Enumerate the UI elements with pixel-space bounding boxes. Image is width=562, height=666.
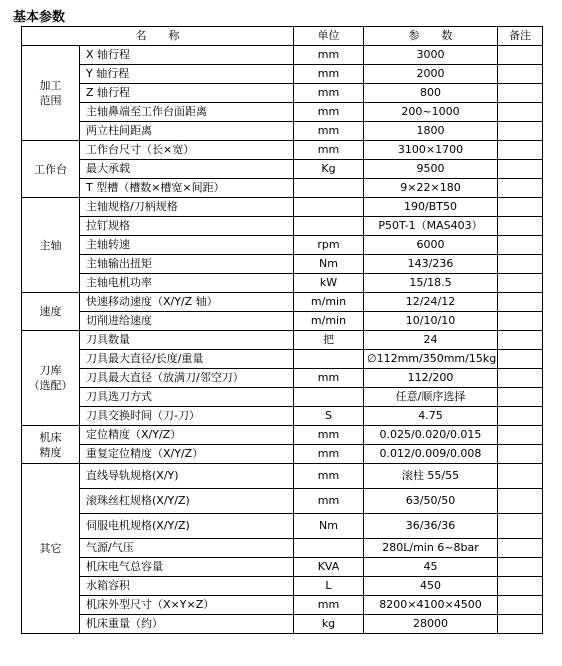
unit-cell: mm	[294, 122, 364, 141]
value-cell: 0.012/0.009/0.008	[364, 445, 498, 464]
param-name-cell: 刀具交换时间（刀-刀）	[80, 407, 294, 426]
unit-cell	[294, 217, 364, 236]
unit-cell: mm	[294, 369, 364, 388]
param-name-cell: 两立柱间距离	[80, 122, 294, 141]
unit-cell: 把	[294, 331, 364, 350]
value-cell: 3100×1700	[364, 141, 498, 160]
page-title: 基本参数	[13, 10, 66, 25]
table-row	[22, 331, 543, 350]
unit-cell: kg	[294, 615, 364, 634]
param-name-cell: 伺服电机规格(X/Y/Z)	[80, 514, 294, 539]
category-cell: 其它	[22, 464, 80, 634]
header-remark: 备注	[498, 27, 543, 46]
value-cell: 45	[364, 558, 498, 577]
table-row	[22, 539, 543, 558]
value-cell: 190/BT50	[364, 198, 498, 217]
unit-cell: mm	[294, 596, 364, 615]
header-value: 参 数	[364, 27, 498, 46]
table-row	[22, 577, 543, 596]
table-row	[22, 615, 543, 634]
unit-cell: mm	[294, 464, 364, 489]
parameter-table	[21, 26, 543, 634]
remark-cell	[498, 464, 543, 489]
remark-cell	[498, 369, 543, 388]
category-cell: 机床 精度	[22, 426, 80, 464]
unit-cell	[294, 539, 364, 558]
param-name-cell: 刀具最大直径（放满刀/邻空刀）	[80, 369, 294, 388]
value-cell: 10/10/10	[364, 312, 498, 331]
unit-cell: mm	[294, 103, 364, 122]
remark-cell	[498, 539, 543, 558]
remark-cell	[498, 596, 543, 615]
unit-cell: Nm	[294, 255, 364, 274]
table-row	[22, 558, 543, 577]
value-cell: 3000	[364, 46, 498, 65]
remark-cell	[498, 514, 543, 539]
value-cell: 1800	[364, 122, 498, 141]
table-row	[22, 274, 543, 293]
remark-cell	[498, 274, 543, 293]
remark-cell	[498, 179, 543, 198]
unit-cell: Nm	[294, 514, 364, 539]
remark-cell	[498, 577, 543, 596]
param-name-cell: 拉钉规格	[80, 217, 294, 236]
table-row	[22, 293, 543, 312]
param-name-cell: 刀具选刀方式	[80, 388, 294, 407]
table-row	[22, 489, 543, 514]
param-name-cell: 切削进给速度	[80, 312, 294, 331]
category-cell: 主轴	[22, 198, 80, 293]
value-cell: 28000	[364, 615, 498, 634]
header-name: 名 称	[22, 27, 294, 46]
value-cell: 280L/min 6~8bar	[364, 539, 498, 558]
table-row	[22, 122, 543, 141]
table-row	[22, 464, 543, 489]
param-name-cell: 机床重量（约）	[80, 615, 294, 634]
value-cell: 8200×4100×4500	[364, 596, 498, 615]
remark-cell	[498, 141, 543, 160]
value-cell: 24	[364, 331, 498, 350]
table-row	[22, 596, 543, 615]
value-cell: 6000	[364, 236, 498, 255]
value-cell: 9×22×180	[364, 179, 498, 198]
unit-cell: mm	[294, 84, 364, 103]
unit-cell: KVA	[294, 558, 364, 577]
unit-cell: m/min	[294, 312, 364, 331]
param-name-cell: 主轴转速	[80, 236, 294, 255]
category-cell: 刀库 （选配）	[22, 331, 80, 426]
unit-cell: mm	[294, 489, 364, 514]
param-name-cell: 滚珠丝杠规格(X/Y/Z)	[80, 489, 294, 514]
remark-cell	[498, 65, 543, 84]
table-row	[22, 65, 543, 84]
param-name-cell: 机床电气总容量	[80, 558, 294, 577]
unit-cell: rpm	[294, 236, 364, 255]
category-cell: 工作台	[22, 141, 80, 198]
unit-cell: mm	[294, 65, 364, 84]
table-row	[22, 217, 543, 236]
unit-cell	[294, 198, 364, 217]
param-name-cell: 主轴电机功率	[80, 274, 294, 293]
table-header-row	[22, 27, 543, 46]
table-row	[22, 514, 543, 539]
param-name-cell: Y 轴行程	[80, 65, 294, 84]
value-cell: 200~1000	[364, 103, 498, 122]
value-cell: 112/200	[364, 369, 498, 388]
param-name-cell: 机床外型尺寸（X×Y×Z）	[80, 596, 294, 615]
table-row	[22, 350, 543, 369]
unit-cell	[294, 179, 364, 198]
table-row	[22, 103, 543, 122]
remark-cell	[498, 388, 543, 407]
value-cell: 63/50/50	[364, 489, 498, 514]
param-name-cell: 主轴输出扭矩	[80, 255, 294, 274]
table-row	[22, 198, 543, 217]
unit-cell: mm	[294, 445, 364, 464]
remark-cell	[498, 445, 543, 464]
param-name-cell: X 轴行程	[80, 46, 294, 65]
unit-cell: mm	[294, 141, 364, 160]
value-cell: 143/236	[364, 255, 498, 274]
value-cell: 12/24/12	[364, 293, 498, 312]
param-name-cell: Z 轴行程	[80, 84, 294, 103]
value-cell: 800	[364, 84, 498, 103]
value-cell: 2000	[364, 65, 498, 84]
remark-cell	[498, 293, 543, 312]
table-row	[22, 445, 543, 464]
value-cell: 36/36/36	[364, 514, 498, 539]
value-cell: 9500	[364, 160, 498, 179]
param-name-cell: 刀具数量	[80, 331, 294, 350]
param-name-cell: 工作台尺寸（长×宽）	[80, 141, 294, 160]
remark-cell	[498, 331, 543, 350]
remark-cell	[498, 558, 543, 577]
table-row	[22, 84, 543, 103]
table-row	[22, 236, 543, 255]
value-cell: 0.025/0.020/0.015	[364, 426, 498, 445]
table-row	[22, 160, 543, 179]
table-row	[22, 46, 543, 65]
value-cell: 4.75	[364, 407, 498, 426]
value-cell: 任意/顺序选择	[364, 388, 498, 407]
table-row	[22, 426, 543, 445]
value-cell: 450	[364, 577, 498, 596]
category-cell: 速度	[22, 293, 80, 331]
unit-cell: m/min	[294, 293, 364, 312]
param-name-cell: 定位精度（X/Y/Z）	[80, 426, 294, 445]
param-name-cell: T 型槽（槽数×槽宽×间距）	[80, 179, 294, 198]
param-name-cell: 主轴鼻端至工作台面距离	[80, 103, 294, 122]
remark-cell	[498, 84, 543, 103]
remark-cell	[498, 312, 543, 331]
remark-cell	[498, 615, 543, 634]
remark-cell	[498, 426, 543, 445]
remark-cell	[498, 255, 543, 274]
param-name-cell: 快速移动速度（X/Y/Z 轴）	[80, 293, 294, 312]
unit-cell	[294, 388, 364, 407]
value-cell: 滚柱 55/55	[364, 464, 498, 489]
param-name-cell: 刀具最大直径/长度/重量	[80, 350, 294, 369]
remark-cell	[498, 122, 543, 141]
remark-cell	[498, 46, 543, 65]
unit-cell: mm	[294, 426, 364, 445]
remark-cell	[498, 350, 543, 369]
remark-cell	[498, 236, 543, 255]
remark-cell	[498, 489, 543, 514]
table-row	[22, 141, 543, 160]
unit-cell	[294, 350, 364, 369]
param-name-cell: 主轴规格/刀柄规格	[80, 198, 294, 217]
unit-cell: mm	[294, 46, 364, 65]
remark-cell	[498, 198, 543, 217]
remark-cell	[498, 160, 543, 179]
param-name-cell: 水箱容积	[80, 577, 294, 596]
unit-cell: kW	[294, 274, 364, 293]
table-row	[22, 388, 543, 407]
param-name-cell: 最大承载	[80, 160, 294, 179]
param-name-cell: 重复定位精度（X/Y/Z）	[80, 445, 294, 464]
remark-cell	[498, 217, 543, 236]
value-cell: ∅112mm/350mm/15kg	[364, 350, 498, 369]
table-row	[22, 179, 543, 198]
header-unit: 单位	[294, 27, 364, 46]
param-name-cell: 直线导轨规格(X/Y)	[80, 464, 294, 489]
table-row	[22, 369, 543, 388]
remark-cell	[498, 407, 543, 426]
value-cell: 15/18.5	[364, 274, 498, 293]
unit-cell: Kg	[294, 160, 364, 179]
table-row	[22, 407, 543, 426]
table-row	[22, 255, 543, 274]
value-cell: P50T-1（MAS403）	[364, 217, 498, 236]
unit-cell: S	[294, 407, 364, 426]
table-row	[22, 312, 543, 331]
remark-cell	[498, 103, 543, 122]
param-name-cell: 气源/气压	[80, 539, 294, 558]
category-cell: 加工 范围	[22, 46, 80, 141]
unit-cell: L	[294, 577, 364, 596]
